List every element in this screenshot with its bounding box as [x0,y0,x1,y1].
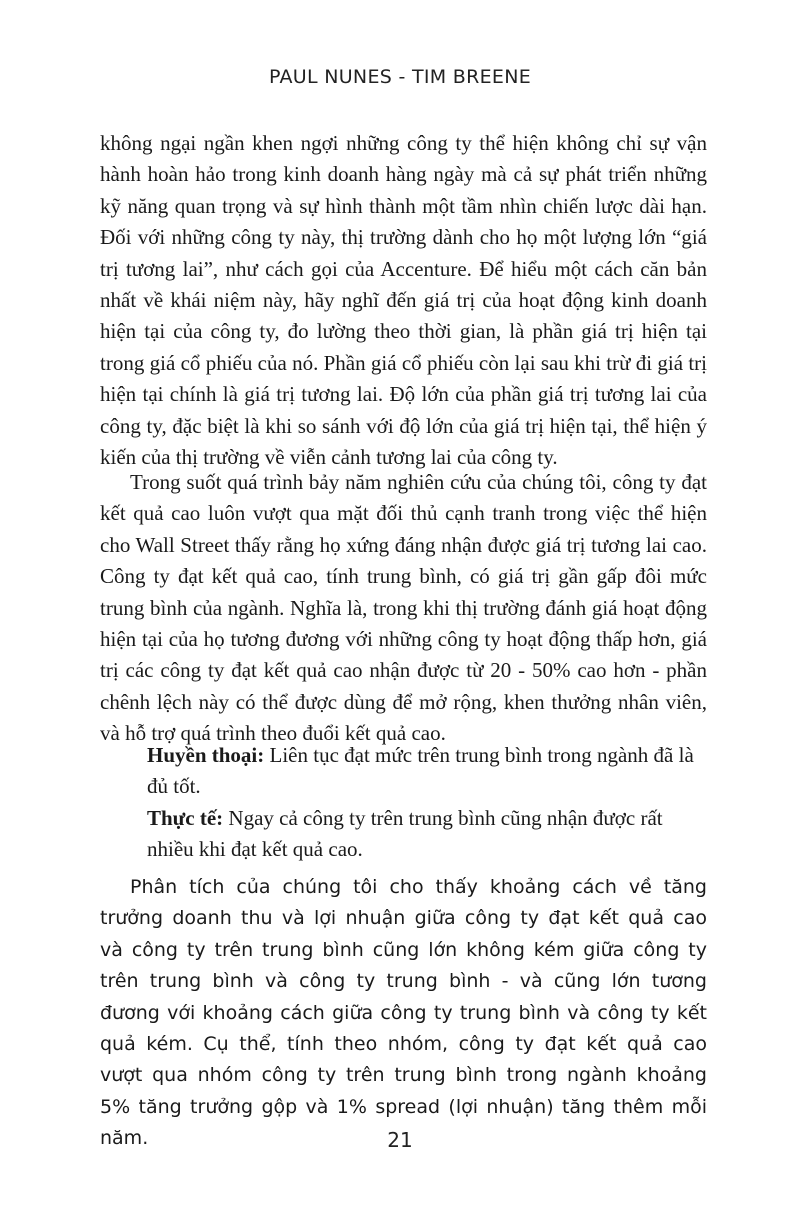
page-number: 21 [387,1128,413,1152]
running-header: PAUL NUNES - TIM BREENE [268,66,532,88]
fact-line [147,803,707,866]
myth-line [147,740,707,803]
paragraph-growth-gap: Phân tích của chúng tôi cho thấy khoảng cách về tăng trưởng doanh thu và lợi nhuận giữa công ty đạt kết quả cao và công ty trên trung bình cũng lớn không kém giữa công ty trên trung bình và công ty trung bình - và cũng lớn tương đương với khoảng cách giữa công ty trung bình và công ty kết quả kém. Cụ thể, tính theo nhóm, công ty đạt kết quả cao vượt qua nhóm công ty trên trung bình trong ngành khoảng 5% tăng trưởng gộp và 1% spread (lợi nhuận) tăng thêm mỗi năm. [100,876,707,1150]
paragraph-research-findings: Trong suốt quá trình bảy năm nghiên cứu của chúng tôi, công ty đạt kết quả cao luôn vượt qua mặt đối thủ cạnh tranh trong việc thể hiện cho Wall Street thấy rằng họ xứng đáng nhận được giá trị tương lai cao. Công ty đạt kết quả cao, tính trung bình, có giá trị gần gấp đôi mức trung bình của ngành. Nghĩa là, trong khi thị trường đánh giá hoạt động hiện tại của họ tương đương với những công ty hoạt động thấp hơn, giá trị các công ty đạt kết quả cao nhận được từ 20 - 50% cao hơn - phần chênh lệch này có thể được dùng để mở rộng, khen thưởng nhân viên, và hỗ trợ quá trình theo đuổi kết quả cao. [100,470,707,746]
myth-label: Huyền thoại: [147,743,265,767]
myth-text: Liên tục đạt mức trên trung bình trong ngành đã là đủ tốt. [147,743,694,799]
fact-text: Ngay cả công ty trên trung bình cũng nhận được rất nhiều khi đạt kết quả cao. [147,805,663,862]
fact-label: Thực tế: [147,805,224,830]
myth-fact-callout [147,740,707,866]
paragraph-future-value: không ngại ngần khen ngợi những công ty thể hiện không chỉ sự vận hành hoàn hảo trong kinh doanh hàng ngày mà cả sự phát triển những kỹ năng quan trọng và sự hình thành một tầm nhìn chiến lược dài hạn. Đối với những công ty này, thị trường dành cho họ một lượng lớn “giá trị tương lai”, như cách gọi của Accenture. Để hiểu một cách căn bản nhất về khái niệm này, hãy nghĩ đến giá trị của hoạt động kinh doanh hiện tại của công ty, đo lường theo thời gian, là phần giá trị hiện tại trong giá cổ phiếu của nó. Phần giá cổ phiếu còn lại sau khi trừ đi giá trị hiện tại chính là giá trị tương lai. Độ lớn của phần giá trị tương lai của công ty, đặc biệt là khi so sánh với độ lớn của giá trị hiện tại, thể hiện ý kiến của thị trường về viễn cảnh tương lai của công ty. [100,131,707,470]
